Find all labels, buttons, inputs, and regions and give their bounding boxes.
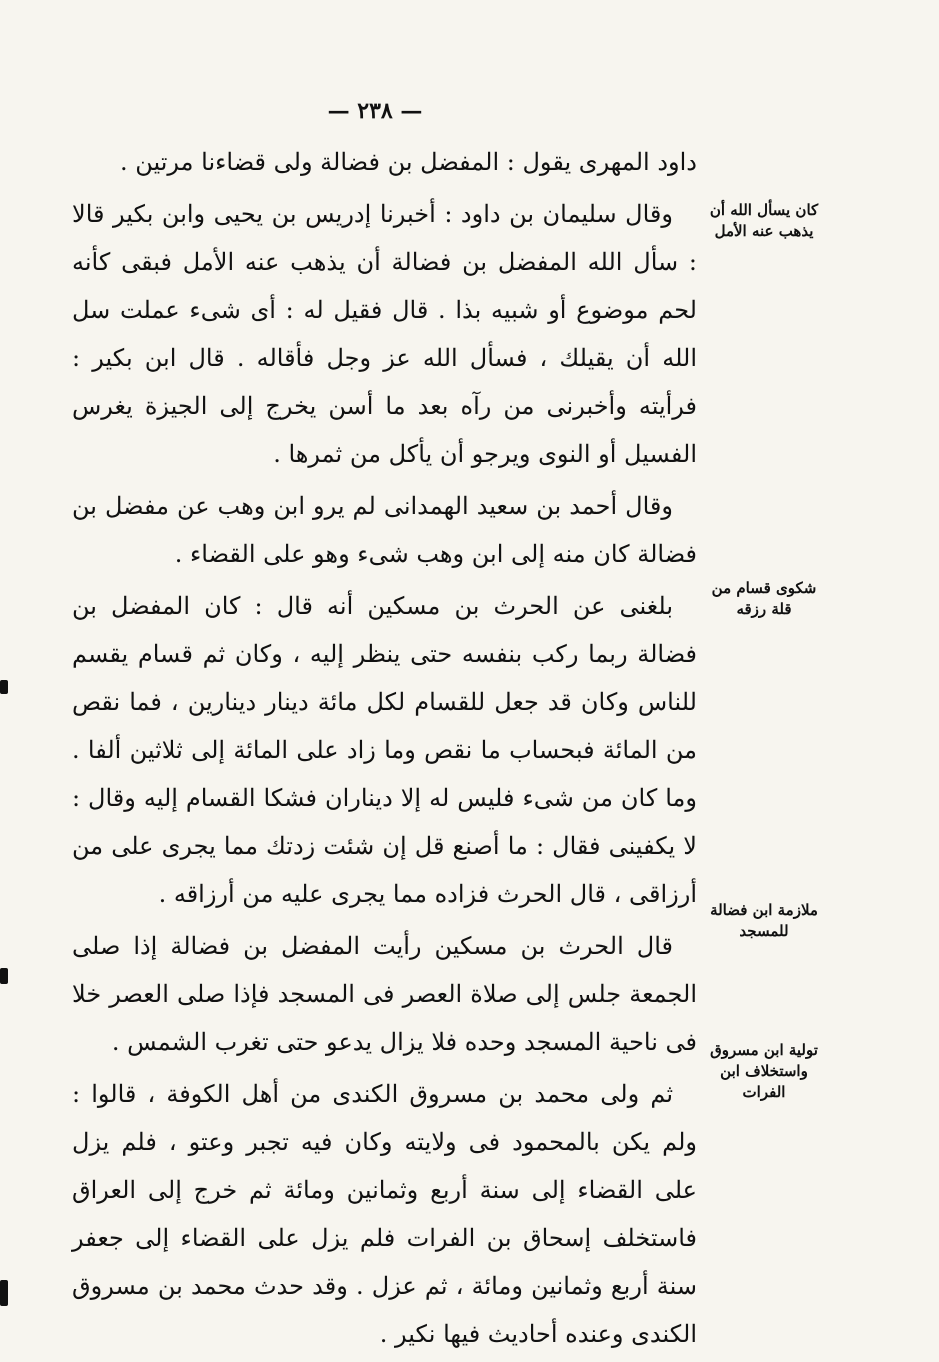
scan-edge-mark	[0, 1280, 8, 1306]
paragraph-4: بلغنى عن الحرث بن مسكين أنه قال : كان المفضل بن فضالة ربما ركب بنفسه حتى ينظر إليه ، وكان ثم قسام يقسم للناس وكان قد جعل للقسام لكل مائة دينار دينارين ، فما نقص من المائة فبحساب ما نقص وما زاد على المائة إلى ثلاثين ألفا . وما كان من شىء فليس له إلا ديناران فشكا القسام إليه وقال : لا يكفينى فقال : ما أصنع قل إن شئت زدتك مما يجرى على من أرزاقى ، قال الحرث فزاده مما يجرى عليه من أرزاقه .	[72, 592, 697, 908]
page-number: — ٢٣٨ —	[327, 98, 423, 124]
paragraph-1: داود المهرى يقول : المفضل بن فضالة ولى قضاءنا مرتين .	[119, 148, 697, 176]
main-text	[72, 138, 697, 1362]
scan-edge-mark	[0, 680, 8, 694]
margin-note-appointment: تولية ابن مسروق واستخلاف ابن الفرات	[710, 1041, 818, 1101]
margin-note-mosque: ملازمة ابن فضالة للمسجد	[710, 901, 818, 940]
paragraph-2: وقال سليمان بن داود : أخبرنا إدريس بن يحيى وابن بكير قالا : سأل الله المفضل بن فضالة أن يذهب عنه الأمل فبقى كأنه لحم موضوع أو شبيه بذا . قال فقيل له : أى شىء عملت سل الله أن يقيلك ، فسأل الله عز وجل فأقاله . قال ابن بكير : فرأيته وأخبرنى من رآه بعد ما أسن يخرج إلى الجيزة يغرس الفسيل أو النوى ويرجو أن يأكل من ثمرها .	[72, 200, 698, 468]
paragraph-6: ثم ولى محمد بن مسروق الكندى من أهل الكوفة ، قالوا : ولم يكن بالمحمود فى ولايته وكان فيه تجبر وعتو ، فلم يزل على القضاء إلى سنة أربع وثمانين ومائة ثم خرج إلى العراق فاستخلف إسحاق بن الفرات فلم يزل على القضاء إلى جعفر سنة أربع وثمانين ومائة ، ثم عزل . وقد حدث محمد بن مسروق الكندى وعنده أحاديث فيها نكير .	[72, 1080, 698, 1348]
paragraph-5: قال الحرث بن مسكين رأيت المفضل بن فضالة إذا صلى الجمعة جلس إلى صلاة العصر فى المسجد فإذا صلى العصر خلا فى ناحية المسجد وحده فلا يزال يدعو حتى تغرب الشمس .	[72, 932, 697, 1056]
paragraph-3: وقال أحمد بن سعيد الهمدانى لم يرو ابن وهب عن مفضل بن فضالة كان منه إلى ابن وهب شىء وهو على القضاء .	[72, 492, 697, 568]
margin-note-divider-complaint: شكوى قسام من قلة رزقه	[711, 579, 817, 618]
scan-edge-mark	[0, 968, 8, 984]
margin-note-hope: كان يسأل الله أن يذهب عنه الأمل	[709, 201, 819, 240]
